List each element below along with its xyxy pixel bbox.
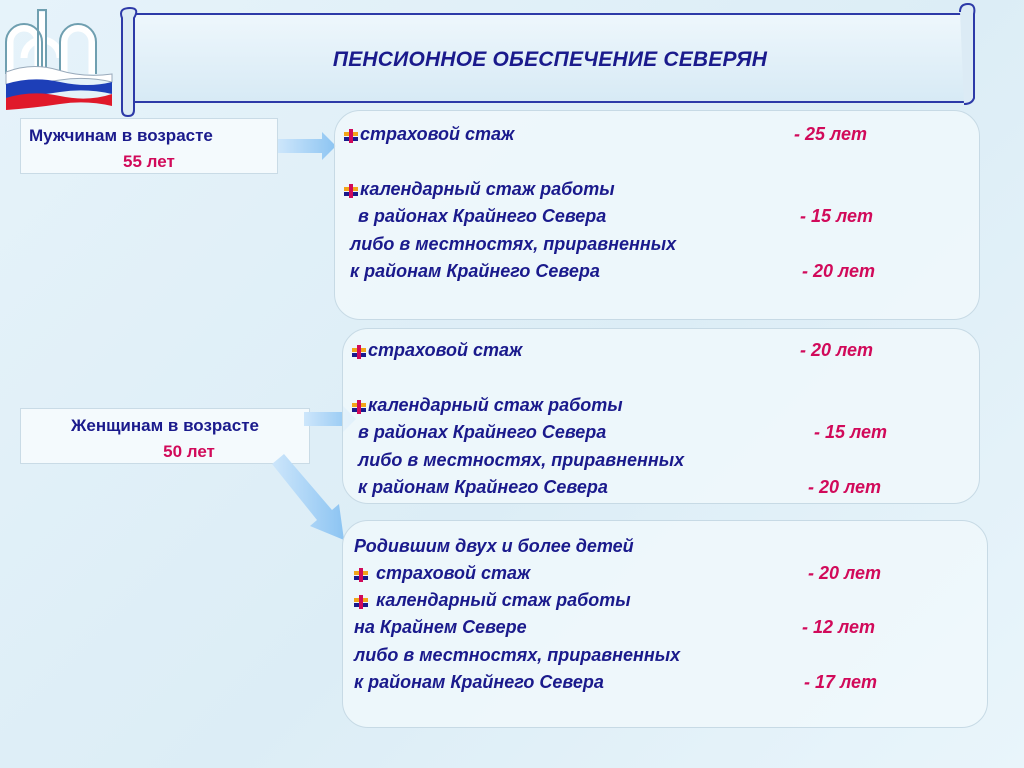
bullet-icon [352, 345, 366, 359]
women-calendar-label: календарный стаж работы [368, 395, 623, 415]
men-calendar-label: календарный стаж работы [360, 179, 615, 199]
mothers-north-value: - 12 лет [802, 617, 875, 637]
women-age-value: 50 лет [163, 442, 215, 461]
men-label-text: Мужчинам в возрасте [29, 126, 213, 145]
mothers-insurance-value: - 20 лет [808, 563, 881, 583]
page-title: ПЕНСИОННОЕ ОБЕСПЕЧЕНИЕ СЕВЕРЯН [332, 48, 768, 71]
mothers-to-regions-label: к районам Крайнего Севера [354, 672, 604, 692]
women-label-text: Женщинам в возрасте [71, 416, 259, 435]
mothers-to-regions-value: - 17 лет [804, 672, 877, 692]
women-age-label [20, 408, 310, 464]
women-to-regions-label: к районам Крайнего Севера [358, 477, 608, 497]
men-insurance-label: страховой стаж [360, 124, 515, 144]
men-age-label [20, 118, 278, 174]
men-or-areas-label: либо в местностях, приравненных [350, 234, 677, 254]
bullet-icon [344, 184, 358, 198]
mothers-calendar-label: календарный стаж работы [376, 590, 631, 610]
women-insurance-label: страховой стаж [368, 340, 523, 360]
bullet-icon [352, 400, 366, 414]
arrow-icon [278, 132, 336, 160]
arrow-icon [272, 454, 344, 540]
men-to-regions-value: - 20 лет [802, 261, 875, 281]
men-regions-value: - 15 лет [800, 206, 873, 226]
mothers-north-label: на Крайнем Севере [354, 617, 527, 637]
men-insurance-value: - 25 лет [794, 124, 867, 144]
bullet-icon [344, 129, 358, 143]
women-regions-value: - 15 лет [814, 422, 887, 442]
women-to-regions-value: - 20 лет [808, 477, 881, 497]
bullet-icon [354, 595, 368, 609]
men-age-value: 55 лет [123, 152, 175, 171]
bullet-icon [354, 568, 368, 582]
mothers-insurance-label: страховой стаж [376, 563, 531, 583]
pfr-logo-icon [2, 2, 114, 112]
women-regions-label: в районах Крайнего Севера [358, 422, 607, 442]
women-or-areas-label: либо в местностях, приравненных [358, 450, 685, 470]
women-insurance-value: - 20 лет [800, 340, 873, 360]
men-regions-label: в районах Крайнего Севера [358, 206, 607, 226]
mothers-heading: Родившим двух и более детей [354, 536, 634, 556]
men-to-regions-label: к районам Крайнего Севера [350, 261, 600, 281]
mothers-or-areas-label: либо в местностях, приравненных [354, 645, 681, 665]
